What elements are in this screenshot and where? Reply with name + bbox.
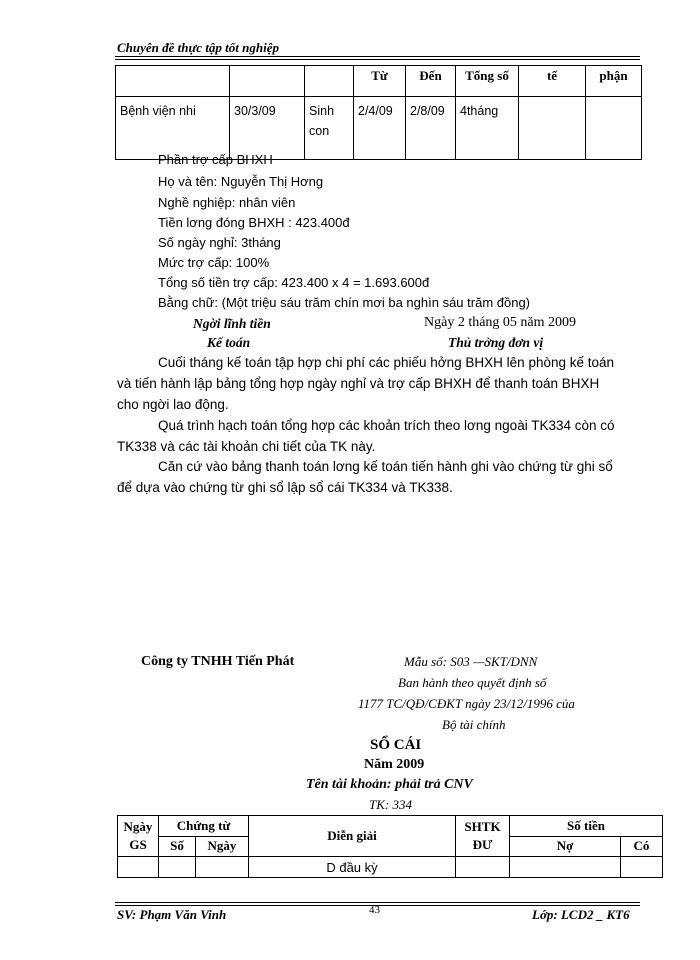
leave-table-header-cell: tế: [519, 66, 586, 97]
form-number: Mẫu số: S03 —SKT/DNN: [404, 654, 538, 669]
company-name: Công ty TNHH Tiến Phát: [141, 654, 295, 669]
leave-table-header-cell: [230, 66, 305, 97]
signature-head: Thủ trởng đơn vị: [448, 335, 544, 350]
signature-receiver: Ngời lĩnh tiền: [193, 316, 271, 331]
paragraph-line: cho ngời lao động.: [117, 397, 229, 412]
ledger-col-description: Diễn giải: [249, 816, 456, 857]
leave-table-cell: [519, 97, 586, 160]
paragraph-line: TK338 và các tài khoản chi tiết của TK này.: [117, 439, 376, 454]
detail-line: Số ngày nghỉ: 3tháng: [158, 235, 281, 250]
detail-line: Họ và tên: Nguyễn Thị Hơng: [158, 174, 324, 189]
footer-class: Lớp: LCD2 _ KT6: [532, 907, 630, 922]
ledger-col-shtk-line1: SHTK: [464, 819, 501, 834]
ledger-col-voucher: Chứng từ: [159, 816, 249, 837]
leave-table-header-cell: [305, 66, 354, 97]
leave-table-header-total: Tổng số: [456, 66, 519, 97]
ledger-title: SỔ CÁI: [370, 737, 422, 753]
detail-line: Mức trợ cấp: 100%: [158, 255, 270, 270]
ledger-col-amount: Số tiền: [510, 816, 663, 837]
detail-line: Phần trợ cấp BHXH: [158, 152, 273, 167]
ledger-col-credit: Có: [621, 836, 663, 857]
ledger-col-date: [118, 816, 159, 857]
page-header-title: Chuyên đề thực tập tốt nghiệp: [117, 40, 279, 55]
leave-table-header-from: Từ: [354, 66, 406, 97]
leave-table-row: [116, 97, 642, 160]
ledger-col-voucher-day: Ngày: [196, 836, 249, 857]
decision-number: 1177 TC/QĐ/CĐKT ngày 23/12/1996 của: [358, 696, 575, 711]
leave-table-cell: 30/3/09: [230, 97, 305, 160]
ministry: Bộ tài chính: [442, 717, 506, 732]
ledger-cell: [118, 857, 159, 878]
ledger-cell: [510, 857, 621, 878]
leave-table-cell: 2/8/09: [406, 97, 456, 160]
ledger-row: [118, 857, 663, 878]
ledger-cell: [159, 857, 196, 878]
ledger-col-shtk-line2: ĐƯ: [472, 837, 493, 852]
header-rule: [115, 56, 640, 57]
ledger-year: Năm 2009: [364, 757, 425, 772]
leave-table-header-to: Đến: [406, 66, 456, 97]
ledger-cell: [456, 857, 510, 878]
leave-table-cell: [586, 97, 642, 160]
signature-date: Ngày 2 tháng 05 năm 2009: [424, 315, 577, 330]
footer-page-number: 43: [369, 904, 380, 916]
paragraph-line: Căn cứ vào bảng thanh toán lơng kế toán tiến hành ghi vào chứng từ ghi sổ: [158, 459, 613, 474]
ledger-col-voucher-no: Số: [159, 836, 196, 857]
leave-table-cell: Sinh con: [305, 97, 354, 160]
ledger-col-date-line2: GS: [129, 837, 147, 852]
ledger-cell: [621, 857, 663, 878]
ledger-header-row: [118, 816, 663, 837]
account-name: Tên tài khoản: phải trả CNV: [306, 777, 473, 792]
paragraph-line: và tiến hành lập bảng tổng hợp ngày nghỉ và trợ cấp BHXH để thanh toán BHXH: [117, 376, 600, 391]
ledger-cell-opening-balance: D đầu kỳ: [249, 857, 456, 878]
paragraph-line: Quá trình hạch toán tổng hợp các khoản trích theo lơng ngoài TK334 còn có: [158, 418, 615, 433]
ledger-col-shtk: [456, 816, 510, 857]
detail-line: Tổng số tiền trợ cấp: 423.400 x 4 = 1.693.600đ: [158, 275, 430, 290]
ledger-table: [117, 815, 663, 878]
leave-table: [115, 65, 642, 160]
detail-line: Nghề nghiệp: nhân viên: [158, 195, 296, 210]
footer-student: SV: Phạm Văn Vinh: [117, 907, 227, 922]
signature-accountant: Kế toán: [207, 335, 251, 350]
leave-table-cell: 2/4/09: [354, 97, 406, 160]
detail-line: Tiền lơng đóng BHXH : 423.400đ: [158, 215, 350, 230]
detail-line: Bằng chữ: (Một triệu sáu trăm chín mơi ba nghìn sáu trăm đồng): [158, 295, 531, 310]
ledger-cell: [196, 857, 249, 878]
leave-table-header-cell: phận: [586, 66, 642, 97]
footer-rule: [115, 902, 640, 903]
paragraph-line: để dựa vào chứng từ ghi sổ lập sổ cái TK334 và TK338.: [117, 480, 453, 495]
leave-table-cell: Bệnh viện nhi: [116, 97, 230, 160]
leave-table-cell: 4tháng: [456, 97, 519, 160]
ledger-col-debit: Nợ: [510, 836, 621, 857]
leave-table-header-row: [116, 66, 642, 97]
account-number: TK: 334: [369, 797, 412, 812]
ledger-col-date-line1: Ngày: [123, 819, 153, 834]
issued-by: Ban hành theo quyết định số: [398, 675, 547, 690]
header-rule-thin: [115, 59, 640, 60]
leave-table-header-cell: [116, 66, 230, 97]
paragraph-line: Cuối tháng kế toán tập hợp chi phí các phiếu hởng BHXH lên phòng kế toán: [158, 355, 615, 370]
